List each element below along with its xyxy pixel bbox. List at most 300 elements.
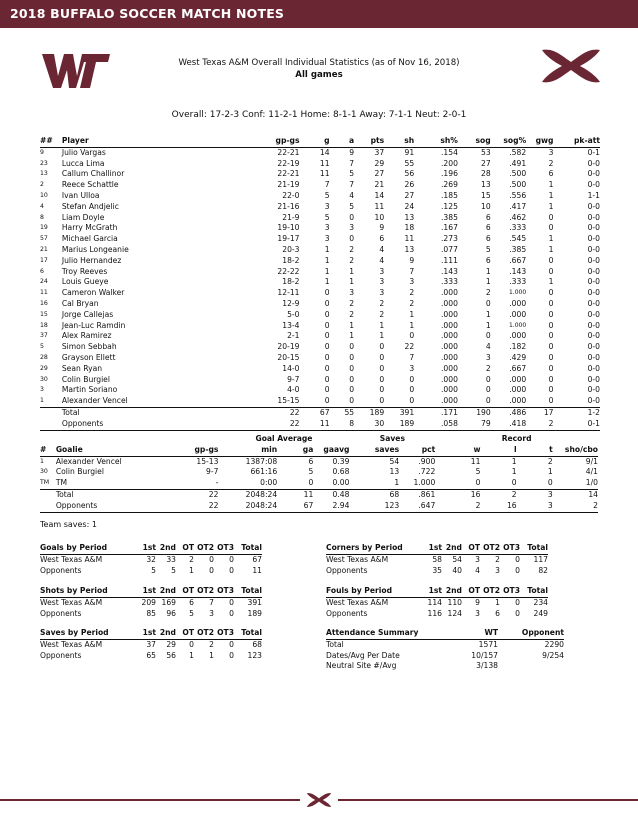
column-header: 1st: [422, 543, 442, 554]
totals-row: [40, 501, 598, 512]
table-cell: 13: [481, 180, 491, 190]
table-cell: Dates/Avg Per Date: [326, 650, 400, 660]
table-cell: 3: [324, 201, 330, 211]
column-header: sh%: [414, 136, 458, 147]
table-cell: 3: [495, 565, 500, 575]
table-cell: 2: [409, 288, 415, 298]
table-cell: -: [167, 478, 219, 489]
table-cell: 20-15: [277, 352, 300, 362]
table-cell: 3: [379, 277, 385, 287]
table-cell: 3: [379, 288, 385, 298]
table-cell: 0: [548, 331, 554, 341]
table-cell: 6: [308, 456, 314, 466]
table-cell: 11: [40, 289, 48, 297]
column-header: OT3: [500, 586, 520, 597]
table-cell: 3: [547, 489, 553, 499]
table-cell: .333: [509, 223, 527, 233]
table-row: [40, 159, 600, 170]
table-cell: 9: [349, 147, 355, 157]
column-header: a: [330, 136, 355, 147]
table-cell: 1: [40, 457, 44, 465]
column-header: OT: [462, 586, 480, 597]
table-cell: .269: [441, 180, 458, 190]
table-cell: 114: [427, 597, 442, 607]
table-cell: 40: [452, 565, 462, 575]
table-cell: 15: [40, 310, 48, 318]
table-cell: 5: [324, 190, 330, 200]
table-cell: .500: [509, 169, 527, 179]
table-cell: 0: [379, 352, 385, 362]
table-cell: 2: [548, 158, 554, 168]
table-cell: 5: [171, 565, 176, 575]
column-header: OT2: [194, 628, 214, 639]
table-cell: 20-19: [277, 342, 300, 352]
column-header: w: [435, 445, 480, 456]
table-row: [40, 651, 262, 662]
table-cell: 21-19: [277, 180, 300, 190]
table-cell: 57: [40, 235, 48, 243]
table-cell: 0: [379, 363, 385, 373]
table-cell: 68: [389, 489, 400, 499]
table-cell: 3: [324, 223, 330, 233]
column-header: OT3: [214, 586, 234, 597]
table-cell: 0: [349, 342, 355, 352]
table-cell: 0.68: [332, 467, 350, 477]
table-cell: 2048:24: [245, 489, 278, 499]
column-header: Goalie: [56, 445, 167, 456]
table-cell: 30: [354, 419, 384, 430]
table-cell: 0: [209, 554, 214, 564]
table-cell: 6: [485, 255, 491, 265]
table-cell: .000: [441, 342, 458, 352]
table-cell: 1: [324, 255, 330, 265]
group-header: [40, 434, 218, 445]
table-row: [40, 180, 600, 191]
table-cell: 0: [515, 597, 520, 607]
column-header: OT2: [194, 586, 214, 597]
table-cell: 8: [40, 213, 44, 221]
section-title: Attendance Summary: [326, 628, 446, 639]
table-cell: 14-0: [282, 363, 300, 373]
table-cell: 0: [277, 478, 313, 489]
table-cell: 5: [349, 201, 355, 211]
table-cell: 2: [511, 489, 517, 499]
table-cell: 1: [548, 277, 554, 287]
table-cell: 5: [308, 467, 314, 477]
table-cell: 3: [349, 223, 355, 233]
table-cell: 21: [40, 245, 48, 253]
table-cell: Neutral Site #/Avg: [326, 661, 397, 671]
table-cell: 116: [427, 608, 442, 618]
table-cell: 1: [324, 277, 330, 287]
table-cell: Liam Doyle: [61, 212, 105, 222]
stats-title: West Texas A&M Overall Individual Statistics (as of Nov 16, 2018): [178, 58, 460, 68]
table-cell: .143: [441, 266, 458, 276]
table-row: [40, 223, 600, 234]
table-cell: .154: [441, 147, 458, 157]
table-cell: 6: [189, 597, 194, 607]
totals-row: [40, 489, 598, 500]
table-cell: 0-0: [587, 255, 600, 265]
table-cell: 22-0: [282, 190, 300, 200]
table-cell: 2: [547, 456, 553, 466]
footer-divider: [0, 790, 638, 810]
table-cell: .500: [509, 180, 527, 190]
table-cell: .000: [441, 363, 458, 373]
table-cell: 0: [324, 342, 330, 352]
table-row: [40, 554, 262, 565]
table-cell: 0-0: [587, 309, 600, 319]
section-title: Corners by Period: [326, 543, 422, 554]
table-cell: 6: [485, 223, 491, 233]
table-cell: 0: [515, 565, 520, 575]
table-row: [326, 661, 564, 672]
column-header: ##: [40, 136, 62, 147]
table-cell: 0-0: [587, 223, 600, 233]
table-row: [326, 651, 564, 662]
table-cell: 189: [247, 608, 262, 618]
table-cell: .196: [441, 169, 458, 179]
table-cell: Jorge Callejas: [61, 309, 114, 319]
table-cell: 0: [515, 608, 520, 618]
table-cell: 1: [379, 331, 385, 341]
table-cell: 16: [480, 501, 516, 512]
table-cell: Colin Burgiel: [55, 467, 104, 477]
table-cell: 0: [548, 342, 554, 352]
table-cell: 3: [40, 386, 44, 394]
table-cell: 29: [374, 158, 385, 168]
table-cell: TM: [40, 478, 56, 489]
table-cell: .647: [399, 501, 435, 512]
column-header: OT: [176, 586, 194, 597]
table-cell: 0-0: [554, 396, 601, 407]
season-record: Overall: 17-2-3 Conf: 11-2-1 Home: 8-1-1 Away: 7-1-1 Neut: 2-0-1: [171, 110, 467, 120]
table-cell: 0: [548, 309, 554, 319]
fouls-by-period-table: [326, 586, 548, 619]
table-cell: 91: [404, 147, 415, 157]
table-cell: 0-0: [587, 201, 600, 211]
table-cell: 65: [146, 650, 156, 660]
table-cell: .000: [509, 385, 527, 395]
table-cell: 18: [40, 321, 48, 329]
column-header: gp-gs: [237, 136, 300, 147]
table-cell: 0-0: [587, 234, 600, 244]
table-cell: .185: [441, 190, 458, 200]
table-cell: 16: [40, 299, 48, 307]
table-cell: 29: [40, 364, 48, 372]
goals-by-period-table: [40, 543, 262, 576]
table-cell: 0.48: [332, 489, 350, 499]
table-cell: 21: [374, 180, 385, 190]
table-cell: 1: [349, 331, 355, 341]
table-cell: 6: [485, 212, 491, 222]
table-cell: 0-0: [587, 331, 600, 341]
table-cell: 3: [517, 501, 553, 512]
saves-by-period-table: [40, 628, 262, 661]
table-cell: .000: [441, 288, 458, 298]
table-cell: 4: [475, 565, 480, 575]
table-cell: 0-0: [587, 212, 600, 222]
table-cell: .861: [418, 489, 436, 499]
table-cell: Colin Burgiel: [61, 374, 110, 384]
table-row: [40, 396, 600, 407]
table-cell: Opponents: [62, 419, 237, 430]
table-cell: 20-3: [282, 244, 300, 254]
table-cell: 0: [189, 639, 194, 649]
column-header: t: [517, 445, 553, 456]
table-cell: 0: [349, 212, 355, 222]
group-header: Saves: [379, 434, 405, 443]
table-cell: 13: [389, 467, 400, 477]
table-cell: 2: [349, 244, 355, 254]
table-cell: 22-22: [277, 266, 300, 276]
table-cell: 123: [247, 650, 262, 660]
table-cell: 11: [300, 419, 330, 430]
table-cell: Opponents: [40, 650, 82, 660]
table-row: [40, 299, 600, 310]
table-cell: 0-0: [587, 266, 600, 276]
table-cell: 0: [485, 385, 491, 395]
table-cell: 2: [379, 309, 385, 319]
table-cell: 1: [349, 266, 355, 276]
table-cell: 0-0: [587, 244, 600, 254]
table-cell: 1: [349, 478, 399, 489]
column-header: 1st: [136, 543, 156, 554]
table-cell: 2: [349, 255, 355, 265]
table-cell: 56: [166, 650, 176, 660]
table-cell: 0: [480, 478, 516, 489]
table-cell: 0: [324, 374, 330, 384]
table-cell: Julio Vargas: [61, 147, 106, 157]
table-cell: 0: [324, 385, 330, 395]
table-cell: .556: [509, 190, 527, 200]
column-header: Total: [234, 586, 262, 597]
table-cell: .143: [509, 266, 527, 276]
table-cell: .000: [441, 374, 458, 384]
table-cell: 3: [379, 266, 385, 276]
table-cell: 0: [485, 331, 491, 341]
table-cell: 1: [189, 650, 194, 660]
column-header: sho/cbo: [553, 445, 598, 456]
table-cell: 1: [209, 650, 214, 660]
table-cell: 9/1: [585, 456, 598, 466]
wt-logo-icon: [40, 46, 112, 92]
table-cell: Opponents: [326, 565, 368, 575]
table-cell: 189: [384, 419, 414, 430]
table-cell: 1: [548, 201, 554, 211]
table-row: [326, 554, 548, 565]
table-cell: 53: [481, 147, 491, 157]
table-cell: 18-2: [282, 255, 300, 265]
table-cell: 2.94: [313, 501, 349, 512]
under-armour-footer-icon: [306, 791, 332, 809]
table-cell: 0: [548, 385, 554, 395]
table-cell: 391: [399, 407, 415, 417]
table-cell: .273: [441, 234, 458, 244]
table-cell: 0: [229, 597, 234, 607]
shots-by-period-table: [40, 586, 262, 619]
table-cell: 6: [548, 169, 554, 179]
table-cell: Opponents: [326, 608, 368, 618]
table-row: [40, 234, 600, 245]
table-cell: 3: [485, 352, 491, 362]
column-header: min: [218, 445, 277, 456]
player-stats-table: [40, 136, 600, 431]
table-cell: 15-15: [237, 396, 300, 407]
table-cell: .111: [441, 255, 458, 265]
table-cell: 11: [470, 456, 481, 466]
table-row: [40, 342, 600, 353]
table-cell: 0-0: [587, 169, 600, 179]
table-cell: 22-19: [277, 158, 300, 168]
table-cell: 2: [349, 309, 355, 319]
section-title: Goals by Period: [40, 543, 136, 554]
table-cell: 0: [517, 478, 553, 489]
table-cell: .000: [441, 320, 458, 330]
table-row: [40, 277, 600, 288]
table-cell: 2: [485, 363, 491, 373]
section-title: Saves by Period: [40, 628, 136, 639]
table-cell: 3: [409, 277, 415, 287]
column-header: Total: [520, 586, 548, 597]
table-cell: .417: [509, 201, 527, 211]
table-cell: 30: [40, 375, 48, 383]
table-cell: 0: [548, 212, 554, 222]
table-cell: 22: [404, 342, 415, 352]
table-cell: .000: [414, 396, 458, 407]
table-cell: .077: [441, 244, 458, 254]
table-cell: 0: [526, 396, 553, 407]
table-cell: 1: [511, 467, 517, 477]
totals-row: [40, 419, 600, 430]
table-cell: 0: [324, 288, 330, 298]
table-cell: 2: [553, 501, 598, 512]
table-cell: Total: [61, 407, 80, 417]
table-cell: 4: [379, 255, 385, 265]
table-cell: 0: [209, 565, 214, 575]
table-cell: 14: [588, 489, 598, 499]
table-cell: 0: [229, 565, 234, 575]
table-cell: 12-9: [282, 298, 300, 308]
table-cell: 0: [548, 374, 554, 384]
table-cell: 13: [404, 212, 415, 222]
column-header: 2nd: [442, 543, 462, 554]
column-header: 2nd: [442, 586, 462, 597]
table-cell: 32: [146, 554, 156, 564]
table-cell: 2: [435, 501, 480, 512]
banner-title: 2018 BUFFALO SOCCER MATCH NOTES: [10, 6, 285, 21]
table-cell: 0: [384, 396, 414, 407]
table-cell: Louis Gueye: [61, 277, 109, 287]
column-header: pk-att: [554, 136, 601, 147]
table-cell: 22: [289, 407, 300, 417]
table-cell: 54: [389, 456, 400, 466]
table-cell: 13: [404, 244, 415, 254]
table-row: [40, 169, 600, 180]
table-row: [40, 597, 262, 608]
column-header: OT: [176, 628, 194, 639]
table-row: [40, 375, 600, 386]
table-cell: 1: [349, 277, 355, 287]
table-cell: 85: [146, 608, 156, 618]
table-cell: 7: [349, 180, 355, 190]
table-cell: 3/138: [476, 661, 498, 671]
table-cell: .000: [509, 309, 527, 319]
column-header: sh: [384, 136, 414, 147]
table-cell: .000: [441, 331, 458, 341]
table-cell: 21-9: [282, 212, 300, 222]
table-cell: 189: [369, 407, 385, 417]
table-cell: 0-0: [587, 288, 600, 298]
table-cell: .000: [441, 352, 458, 362]
table-cell: [40, 489, 56, 500]
table-cell: 0.00: [313, 478, 349, 489]
column-header: 1st: [422, 586, 442, 597]
goalie-stats-table: [40, 434, 598, 513]
table-cell: 0: [409, 374, 415, 384]
table-cell: 2: [526, 419, 553, 430]
stats-subtitle: All games: [295, 70, 343, 80]
table-cell: 0:00: [218, 478, 277, 489]
table-cell: 2: [349, 298, 355, 308]
table-cell: West Texas A&M: [40, 554, 103, 564]
table-cell: 11: [319, 169, 330, 179]
table-cell: .900: [418, 456, 436, 466]
table-cell: 5: [40, 343, 44, 351]
table-cell: Harry McGrath: [61, 223, 118, 233]
table-cell: 0: [548, 288, 554, 298]
table-cell: .333: [509, 277, 527, 287]
table-cell: Julio Hernandez: [61, 255, 122, 265]
table-cell: 0: [485, 374, 491, 384]
table-cell: 0: [458, 396, 491, 407]
table-cell: 6: [379, 234, 385, 244]
table-cell: 10: [481, 201, 491, 211]
table-cell: 1.000: [509, 321, 527, 329]
table-row: [40, 609, 262, 620]
table-cell: .000: [509, 374, 527, 384]
top-banner: [0, 0, 638, 28]
table-cell: 4: [379, 244, 385, 254]
table-cell: 2-1: [287, 331, 300, 341]
column-header: Player: [62, 136, 237, 147]
table-cell: 37: [374, 147, 385, 157]
table-cell: 10/157: [471, 650, 498, 660]
table-cell: Opponents: [56, 501, 167, 512]
table-cell: 190: [476, 407, 491, 417]
table-cell: 0: [409, 385, 415, 395]
column-header: gwg: [526, 136, 553, 147]
table-cell: .486: [509, 407, 527, 417]
table-cell: Opponents: [40, 565, 82, 575]
table-cell: .200: [441, 158, 458, 168]
table-cell: 1: [485, 277, 491, 287]
table-row: [40, 331, 600, 342]
table-cell: 58: [432, 554, 442, 564]
column-header: ga: [277, 445, 313, 456]
group-header: Goal Average: [255, 434, 313, 443]
table-cell: 4/1: [585, 467, 598, 477]
table-cell: [40, 501, 56, 512]
table-row: [40, 385, 600, 396]
table-cell: 0: [330, 396, 355, 407]
table-cell: 0: [349, 352, 355, 362]
table-cell: 11: [303, 489, 314, 499]
table-cell: 9: [40, 148, 44, 156]
table-cell: 9: [409, 255, 415, 265]
table-cell: 5-0: [287, 309, 300, 319]
table-cell: 117: [533, 554, 548, 564]
